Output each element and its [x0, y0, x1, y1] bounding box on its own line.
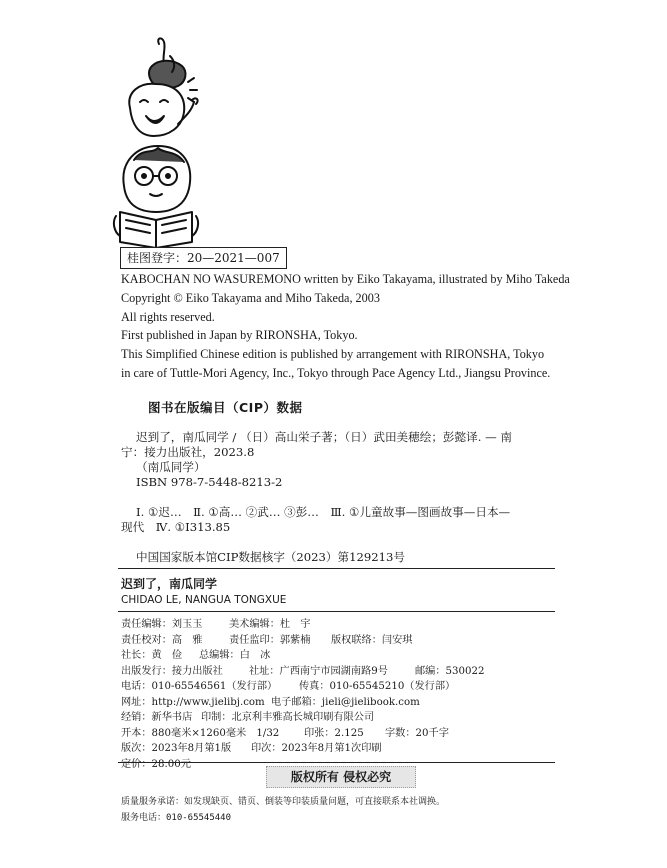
- cip-classification: Ⅰ. ①迟… Ⅱ. ①高… ②武… ③彭… Ⅲ. ①儿童故事—图画故事—日本—: [136, 505, 511, 519]
- cip-verification: 中国国家版本馆CIP数据核字（2023）第129213号: [136, 550, 405, 564]
- copyright-line: First published in Japan by RIRONSHA, Tokyo.: [121, 328, 358, 343]
- copyright-block: [121, 270, 570, 383]
- info-field: 印制：北京利丰雅高长城印刷有限公司: [201, 712, 375, 723]
- info-field: 出版发行：接力出版社: [121, 665, 223, 677]
- cip-line: 宁：接力出版社，2023.8: [121, 445, 255, 459]
- registration-number: 桂图登字：20—2021—007: [120, 247, 287, 269]
- info-field: 版权联络：闫安琪: [331, 634, 413, 646]
- copyright-line: KABOCHAN NO WASUREMONO written by Eiko Takayama, illustrated by Miho Takeda: [121, 272, 570, 286]
- info-field: 电话：010-65546561（发行部）: [121, 681, 278, 692]
- book-title: 迟到了，南瓜同学: [121, 577, 218, 591]
- info-field: 责任校对：高 雅: [121, 634, 203, 646]
- info-field: 传真：010-65545210（发行部）: [299, 681, 456, 692]
- info-field: 定价：28.00元: [121, 758, 191, 770]
- info-field: 责任编辑：刘玉玉: [121, 619, 203, 630]
- divider: [118, 611, 555, 612]
- info-field: 经销：新华书店: [121, 712, 193, 723]
- divider: [118, 762, 555, 763]
- service-promise: 质量服务承诺：如发现缺页、错页、倒装等印装质量问题，可直接联系本社调换。: [121, 797, 446, 807]
- copyright-line: in care of Tuttle-Mori Agency, Inc., Tokyo through Pace Agency Ltd., Jiangsu Province.: [121, 365, 551, 380]
- book-title-pinyin: CHIDAO LE, NANGUA TONGXUE: [121, 594, 287, 606]
- info-field: 版次：2023年8月第1版: [121, 743, 232, 754]
- cip-isbn: ISBN 978-7-5448-8213-2: [136, 475, 283, 489]
- cip-classification: 现代 Ⅳ. ①I313.85: [121, 520, 231, 534]
- copyright-line: This Simplified Chinese edition is published by arrangement with RIRONSHA, Tokyo: [121, 347, 545, 362]
- service-phone: 服务电话：010-65545440: [121, 813, 232, 823]
- cip-series: （南瓜同学）: [136, 460, 206, 474]
- info-field: 开本：880毫米×1260毫米 1/32: [121, 727, 280, 739]
- cip-data-block: [121, 430, 561, 565]
- info-field: 电子邮箱：jieli@jielibook.com: [271, 696, 420, 708]
- info-field: 印张：2.125: [304, 727, 364, 739]
- divider: [118, 568, 555, 569]
- cip-title: 图书在版编目（CIP）数据: [148, 400, 303, 415]
- info-field: 网址：http://www.jielibj.com: [121, 696, 265, 708]
- info-field: 印次：2023年8月第1次印刷: [251, 743, 382, 754]
- info-field: 社长：黄 俭: [121, 650, 183, 661]
- info-field: 美术编辑：杜 宇: [229, 619, 311, 630]
- copyright-line: All rights reserved.: [121, 309, 215, 324]
- info-field: 邮编：530022: [415, 665, 485, 677]
- cip-line: 迟到了，南瓜同学 / （日）高山栄子著；（日）武田美穂绘；彭懿译. — 南: [136, 430, 512, 444]
- info-field: 总编辑：白 冰: [199, 650, 271, 661]
- service-notice: [121, 794, 445, 826]
- info-field: 字数：20千字: [385, 727, 449, 739]
- rights-reserved-banner: 版权所有 侵权必究: [266, 766, 416, 788]
- copyright-line: Copyright © Eiko Takayama and Miho Takeda, 2003: [121, 290, 380, 305]
- info-field: 社址：广西南宁市园湖南路9号: [249, 665, 388, 677]
- pumpkin-kid-illustration: [112, 36, 202, 248]
- info-field: 责任监印：郭紫楠: [229, 634, 311, 646]
